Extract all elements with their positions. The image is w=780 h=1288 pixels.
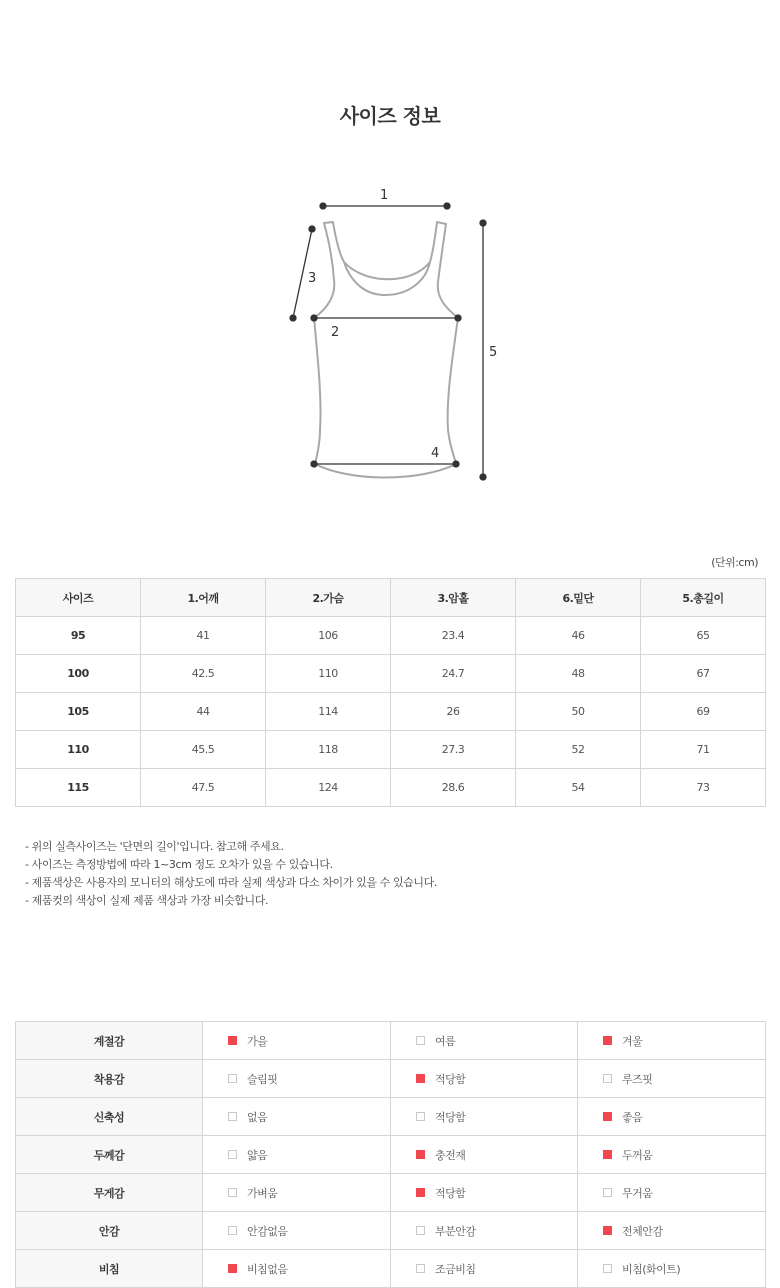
feel-option-label: 적당함 — [435, 1072, 466, 1086]
feel-option — [203, 1212, 391, 1250]
value-cell: 46 — [516, 617, 641, 655]
feel-row-label: 두께감 — [16, 1136, 203, 1174]
feel-row-label: 비침 — [16, 1250, 203, 1288]
feel-option-label: 조금비침 — [435, 1262, 476, 1276]
unchecked-box-icon — [416, 1112, 425, 1121]
size-cell: 95 — [16, 617, 141, 655]
unchecked-box-icon — [416, 1264, 425, 1273]
size-cell: 105 — [16, 693, 141, 731]
checked-box-icon — [416, 1188, 425, 1197]
feel-row-label: 착용감 — [16, 1060, 203, 1098]
size-notes — [25, 838, 437, 910]
value-cell: 27.3 — [391, 731, 516, 769]
feel-option-label: 가을 — [247, 1034, 268, 1048]
table-row — [16, 617, 766, 655]
unchecked-box-icon — [416, 1226, 425, 1235]
value-cell: 28.6 — [391, 769, 516, 807]
measure-labels — [308, 188, 497, 461]
feel-option — [391, 1250, 578, 1288]
feel-option — [578, 1174, 766, 1212]
value-cell: 24.7 — [391, 655, 516, 693]
table-row — [16, 769, 766, 807]
table-row — [16, 1136, 766, 1174]
value-cell: 73 — [641, 769, 766, 807]
feel-option — [578, 1136, 766, 1174]
unchecked-box-icon — [603, 1188, 612, 1197]
feel-option-label: 슬림핏 — [247, 1072, 278, 1086]
header-cell: 1.어깨 — [141, 579, 266, 617]
header-cell: 2.가슴 — [266, 579, 391, 617]
feel-option — [203, 1136, 391, 1174]
feel-option — [391, 1212, 578, 1250]
checked-box-icon — [603, 1150, 612, 1159]
fabric-feel-table — [15, 1021, 766, 1288]
label-length: 5 — [489, 345, 498, 360]
feel-option-label: 무거움 — [622, 1186, 653, 1200]
label-hem: 4 — [431, 446, 440, 461]
unchecked-box-icon — [416, 1036, 425, 1045]
table-row — [16, 1174, 766, 1212]
feel-option — [203, 1250, 391, 1288]
value-cell: 118 — [266, 731, 391, 769]
header-cell: 사이즈 — [16, 579, 141, 617]
value-cell: 50 — [516, 693, 641, 731]
label-shoulder: 1 — [380, 188, 389, 203]
feel-option-label: 적당함 — [435, 1186, 466, 1200]
feel-option — [391, 1136, 578, 1174]
size-cell: 100 — [16, 655, 141, 693]
header-cell: 3.암홀 — [391, 579, 516, 617]
table-row — [16, 655, 766, 693]
feel-option — [203, 1098, 391, 1136]
value-cell: 48 — [516, 655, 641, 693]
value-cell: 45.5 — [141, 731, 266, 769]
garment-outline — [314, 222, 458, 478]
tank-top-diagram — [0, 170, 780, 490]
value-cell: 52 — [516, 731, 641, 769]
table-row — [16, 693, 766, 731]
feel-option-label: 얇음 — [247, 1148, 268, 1162]
value-cell: 44 — [141, 693, 266, 731]
unchecked-box-icon — [603, 1264, 612, 1273]
value-cell: 110 — [266, 655, 391, 693]
feel-option-label: 좋음 — [622, 1110, 643, 1124]
checked-box-icon — [416, 1074, 425, 1083]
unchecked-box-icon — [603, 1074, 612, 1083]
value-cell: 71 — [641, 731, 766, 769]
note-line: - 위의 실측사이즈는 '단면의 길이'입니다. 참고해 주세요. — [25, 840, 284, 853]
unchecked-box-icon — [228, 1188, 237, 1197]
size-cell: 110 — [16, 731, 141, 769]
value-cell: 65 — [641, 617, 766, 655]
value-cell: 41 — [141, 617, 266, 655]
unchecked-box-icon — [228, 1150, 237, 1159]
checked-box-icon — [228, 1264, 237, 1273]
note-line: - 제품색상은 사용자의 모니터의 해상도에 따라 실제 색상과 다소 차이가 있을 수 있습니다. — [25, 876, 437, 889]
table-row — [16, 1098, 766, 1136]
feel-option-label: 없음 — [247, 1110, 268, 1124]
note-line: - 제품컷의 색상이 실제 제품 색상과 가장 비슷합니다. — [25, 894, 269, 907]
table-row — [16, 1060, 766, 1098]
feel-option-label: 두꺼움 — [622, 1148, 653, 1162]
value-cell: 106 — [266, 617, 391, 655]
feel-option — [578, 1060, 766, 1098]
feel-option — [391, 1060, 578, 1098]
checked-box-icon — [603, 1226, 612, 1235]
feel-option — [203, 1174, 391, 1212]
note-line: - 사이즈는 측정방법에 따라 1~3cm 정도 오차가 있을 수 있습니다. — [25, 858, 333, 871]
header-cell: 6.밑단 — [516, 579, 641, 617]
unchecked-box-icon — [228, 1112, 237, 1121]
feel-row-label: 계절감 — [16, 1022, 203, 1060]
feel-option — [391, 1174, 578, 1212]
checked-box-icon — [603, 1112, 612, 1121]
label-armhole: 3 — [308, 271, 317, 286]
feel-option-label: 적당함 — [435, 1110, 466, 1124]
feel-option — [391, 1022, 578, 1060]
value-cell: 26 — [391, 693, 516, 731]
feel-option — [203, 1060, 391, 1098]
feel-option — [203, 1022, 391, 1060]
feel-option-label: 안감없음 — [247, 1224, 288, 1238]
value-cell: 47.5 — [141, 769, 266, 807]
size-table — [15, 578, 766, 807]
value-cell: 42.5 — [141, 655, 266, 693]
unchecked-box-icon — [228, 1074, 237, 1083]
feel-option — [578, 1250, 766, 1288]
page-title: 사이즈 정보 — [339, 104, 441, 128]
size-table-header — [16, 579, 766, 617]
feel-option — [578, 1212, 766, 1250]
feel-option-label: 루즈핏 — [622, 1072, 653, 1086]
table-row — [16, 731, 766, 769]
value-cell: 69 — [641, 693, 766, 731]
unit-label: (단위:cm) — [711, 556, 758, 569]
feel-option-label: 가벼움 — [247, 1186, 278, 1200]
value-cell: 114 — [266, 693, 391, 731]
feel-row-label: 무게감 — [16, 1174, 203, 1212]
table-row — [16, 1212, 766, 1250]
feel-option-label: 충전재 — [435, 1148, 466, 1162]
checked-box-icon — [603, 1036, 612, 1045]
feel-option-label: 전체안감 — [622, 1224, 663, 1238]
checked-box-icon — [228, 1036, 237, 1045]
table-row — [16, 1250, 766, 1288]
header-cell: 5.총길이 — [641, 579, 766, 617]
feel-option — [578, 1022, 766, 1060]
checked-box-icon — [416, 1150, 425, 1159]
unchecked-box-icon — [228, 1226, 237, 1235]
feel-row-label: 안감 — [16, 1212, 203, 1250]
value-cell: 54 — [516, 769, 641, 807]
feel-option-label: 여름 — [435, 1034, 456, 1048]
table-row — [16, 1022, 766, 1060]
feel-option — [578, 1098, 766, 1136]
feel-option — [391, 1098, 578, 1136]
value-cell: 23.4 — [391, 617, 516, 655]
feel-option-label: 겨울 — [622, 1034, 643, 1048]
size-cell: 115 — [16, 769, 141, 807]
value-cell: 124 — [266, 769, 391, 807]
value-cell: 67 — [641, 655, 766, 693]
feel-option-label: 부분안감 — [435, 1224, 476, 1238]
feel-row-label: 신축성 — [16, 1098, 203, 1136]
feel-option-label: 비침없음 — [247, 1262, 288, 1276]
feel-option-label: 비침(화이트) — [622, 1262, 681, 1276]
label-chest: 2 — [331, 325, 340, 340]
